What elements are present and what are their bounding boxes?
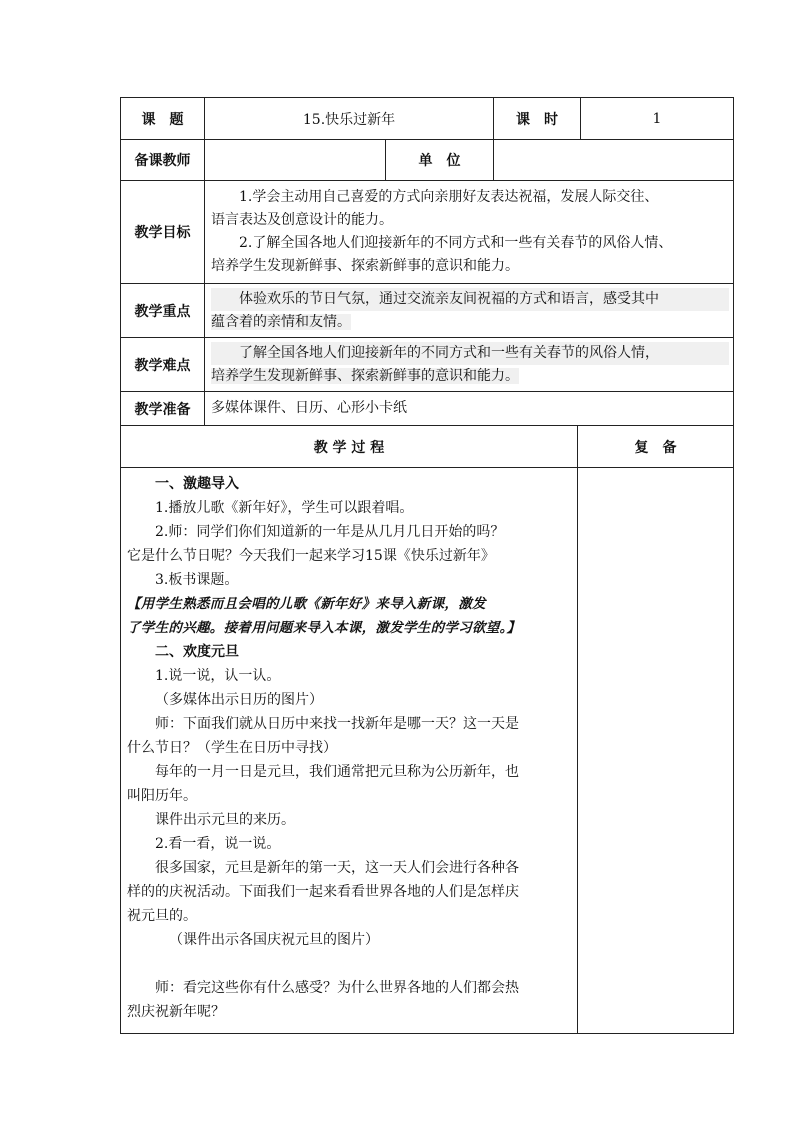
process-line: 3.板书课题。 — [155, 572, 239, 588]
blank-line — [127, 952, 571, 976]
process-line: 1.播放儿歌《新年好》，学生可以跟着唱。 — [155, 500, 414, 516]
section-heading: 二、欢度元旦 — [155, 644, 239, 660]
design-note: 【用学生熟悉而且会唱的儿歌《新年好》来导入新课，激发 — [127, 596, 486, 612]
teacher-value — [205, 140, 386, 181]
objectives-label: 教学目标 — [121, 181, 205, 284]
teacher-label: 备课教师 — [121, 140, 205, 181]
preparation-label: 教学准备 — [121, 392, 205, 426]
process-line: 每年的一月一日是元旦，我们通常把元旦称为公历新年，也 — [155, 764, 519, 780]
process-line: 烈庆祝新年呢？ — [127, 1004, 225, 1020]
notes-header: 复 备 — [578, 426, 734, 468]
unit-value — [494, 140, 734, 181]
key-points-label: 教学重点 — [121, 284, 205, 338]
difficulties-label: 教学难点 — [121, 338, 205, 392]
process-line: 祝元旦的。 — [127, 908, 197, 924]
difficulties-text — [205, 338, 734, 392]
process-line: 什么节日？（学生在日历中寻找） — [127, 740, 337, 756]
process-line: 1.说一说，认一认。 — [155, 668, 281, 684]
design-note: 了学生的兴趣。接着用问题来导入本课，激发学生的学习欲望。】 — [127, 620, 521, 636]
process-line: 课件出示元旦的来历。 — [155, 812, 295, 828]
objectives-text — [205, 181, 734, 284]
objectives-line: 1.学会主动用自己喜爱的方式向亲朋好友表达祝福，发展人际交往、 — [239, 189, 659, 205]
process-line: 2.师：同学们你们知道新的一年是从几月几日开始的吗？ — [155, 524, 505, 540]
process-line: 师：看完这些你有什么感受？为什么世界各地的人们都会热 — [155, 980, 519, 996]
subject-label: 课 题 — [121, 98, 205, 140]
process-line: 它是什么节日呢？今天我们一起来学习15课《快乐过新年》 — [127, 548, 495, 564]
process-line: 叫阳历年。 — [127, 788, 197, 804]
key-points-line: 蕴含着的亲情和友情。 — [211, 313, 351, 330]
difficulties-line: 了解全国各地人们迎接新年的不同方式和一些有关春节的风俗人情， — [211, 342, 729, 365]
unit-label: 单 位 — [386, 140, 494, 181]
notes-content — [578, 468, 734, 1034]
process-line: 很多国家，元旦是新年的第一天，这一天人们会进行各种各 — [155, 860, 519, 876]
process-content — [121, 468, 578, 1034]
teaching-process-table — [120, 425, 734, 1034]
period-value: 1 — [581, 98, 734, 140]
period-label: 课 时 — [494, 98, 581, 140]
section-heading: 一、激趣导入 — [155, 476, 239, 492]
subject-value: 15.快乐过新年 — [205, 98, 494, 140]
process-line: （课件出示各国庆祝元旦的图片） — [169, 932, 379, 948]
process-line: 2.看一看，说一说。 — [155, 836, 281, 852]
preparation-value: 多媒体课件、日历、心形小卡纸 — [205, 392, 734, 426]
process-line: （多媒体出示日历的图片） — [155, 692, 323, 708]
objectives-line: 语言表达及创意设计的能力。 — [211, 212, 393, 228]
key-points-text — [205, 284, 734, 338]
objectives-line: 2.了解全国各地人们迎接新年的不同方式和一些有关春节的风俗人情、 — [239, 235, 673, 251]
process-line: 样的的庆祝活动。下面我们一起来看看世界各地的人们是怎样庆 — [127, 884, 519, 900]
key-points-line: 体验欢乐的节日气氛，通过交流亲友间祝福的方式和语言，感受其中 — [211, 288, 729, 311]
process-header: 教 学 过 程 — [121, 426, 578, 468]
lesson-info-table — [120, 97, 734, 426]
objectives-line: 培养学生发现新鲜事、探索新鲜事的意识和能力。 — [211, 258, 519, 274]
process-line: 师：下面我们就从日历中来找一找新年是哪一天？这一天是 — [155, 716, 519, 732]
difficulties-line: 培养学生发现新鲜事、探索新鲜事的意识和能力。 — [211, 367, 519, 384]
